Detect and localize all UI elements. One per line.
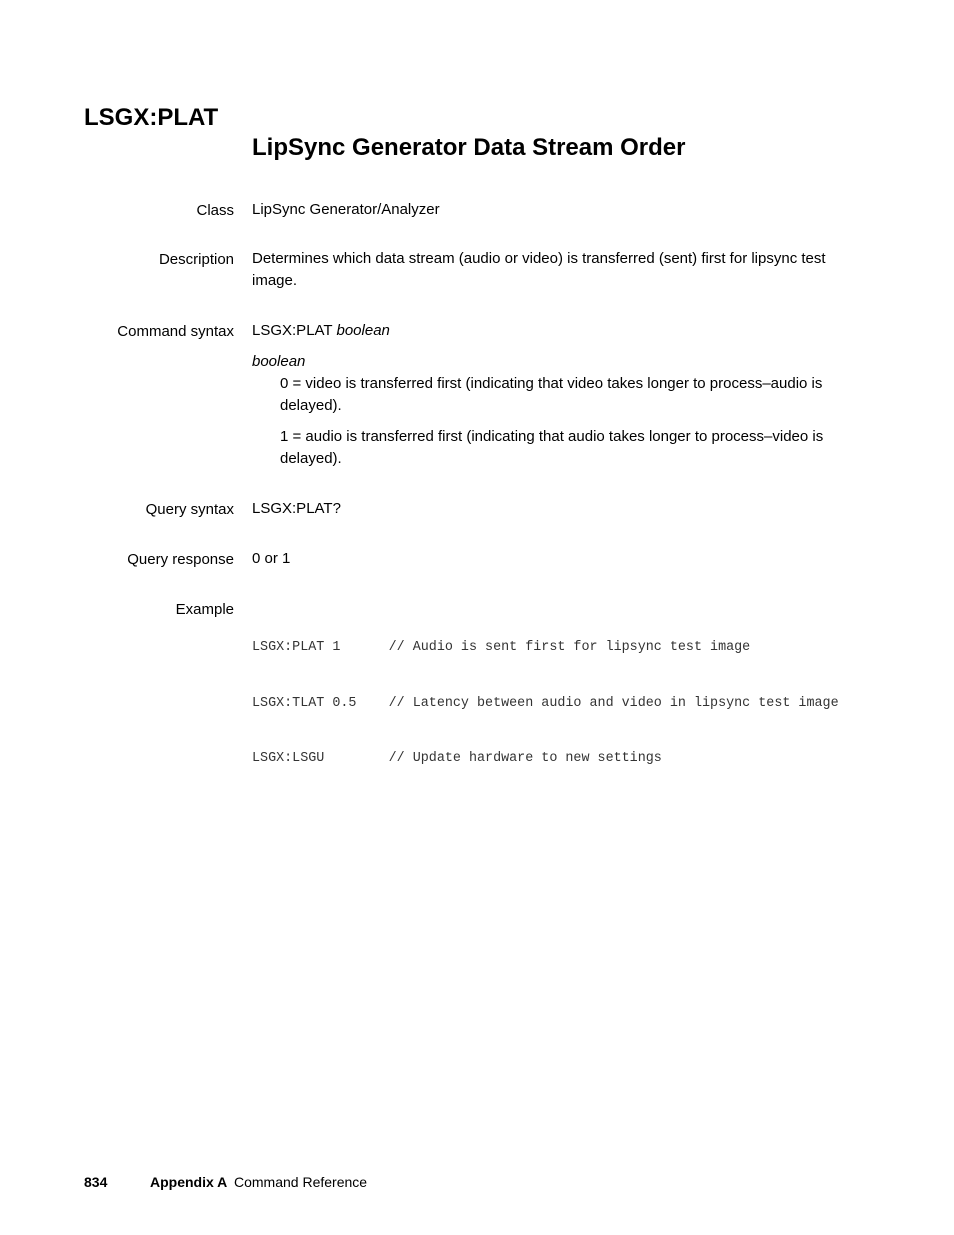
example-code-block <box>252 602 839 787</box>
query-syntax-label: Query syntax <box>145 501 234 518</box>
param-option-1: 1 = audio is transferred first (indicating that audio takes longer to process–video is delayed). <box>280 428 824 467</box>
description-value: Determines which data stream (audio or video) is transferred (sent) first for lipsync test image. <box>252 250 826 289</box>
page-title: LipSync Generator Data Stream Order <box>252 134 686 161</box>
footer-appendix: Appendix A <box>150 1174 228 1190</box>
command-code-title: LSGX:PLAT <box>84 104 219 131</box>
footer-page-number: 834 <box>84 1174 108 1190</box>
param-option-0: 0 = video is transferred first (indicating that video takes longer to process–audio is delayed). <box>280 375 823 414</box>
query-response-label: Query response <box>127 551 234 568</box>
param-heading: boolean <box>252 353 306 370</box>
query-syntax-value: LSGX:PLAT? <box>252 500 341 517</box>
description-label: Description <box>158 251 234 268</box>
command-syntax-param: boolean <box>336 322 390 339</box>
command-syntax-label: Command syntax <box>117 323 234 340</box>
example-code-line: LSGX:LSGU // Update hardware to new settings <box>252 751 662 766</box>
class-value: LipSync Generator/Analyzer <box>252 201 440 218</box>
query-response-value: 0 or 1 <box>252 550 291 567</box>
command-syntax-command: LSGX:PLAT <box>252 322 333 339</box>
example-code-line: LSGX:TLAT 0.5 // Latency between audio and video in lipsync test image <box>252 695 839 711</box>
example-label: Example <box>175 601 234 618</box>
example-code-line: LSGX:PLAT 1 // Audio is sent first for lipsync test image <box>252 640 751 655</box>
footer-section: Command Reference <box>234 1174 368 1190</box>
class-label: Class <box>196 202 234 219</box>
command-syntax-value <box>252 320 862 342</box>
